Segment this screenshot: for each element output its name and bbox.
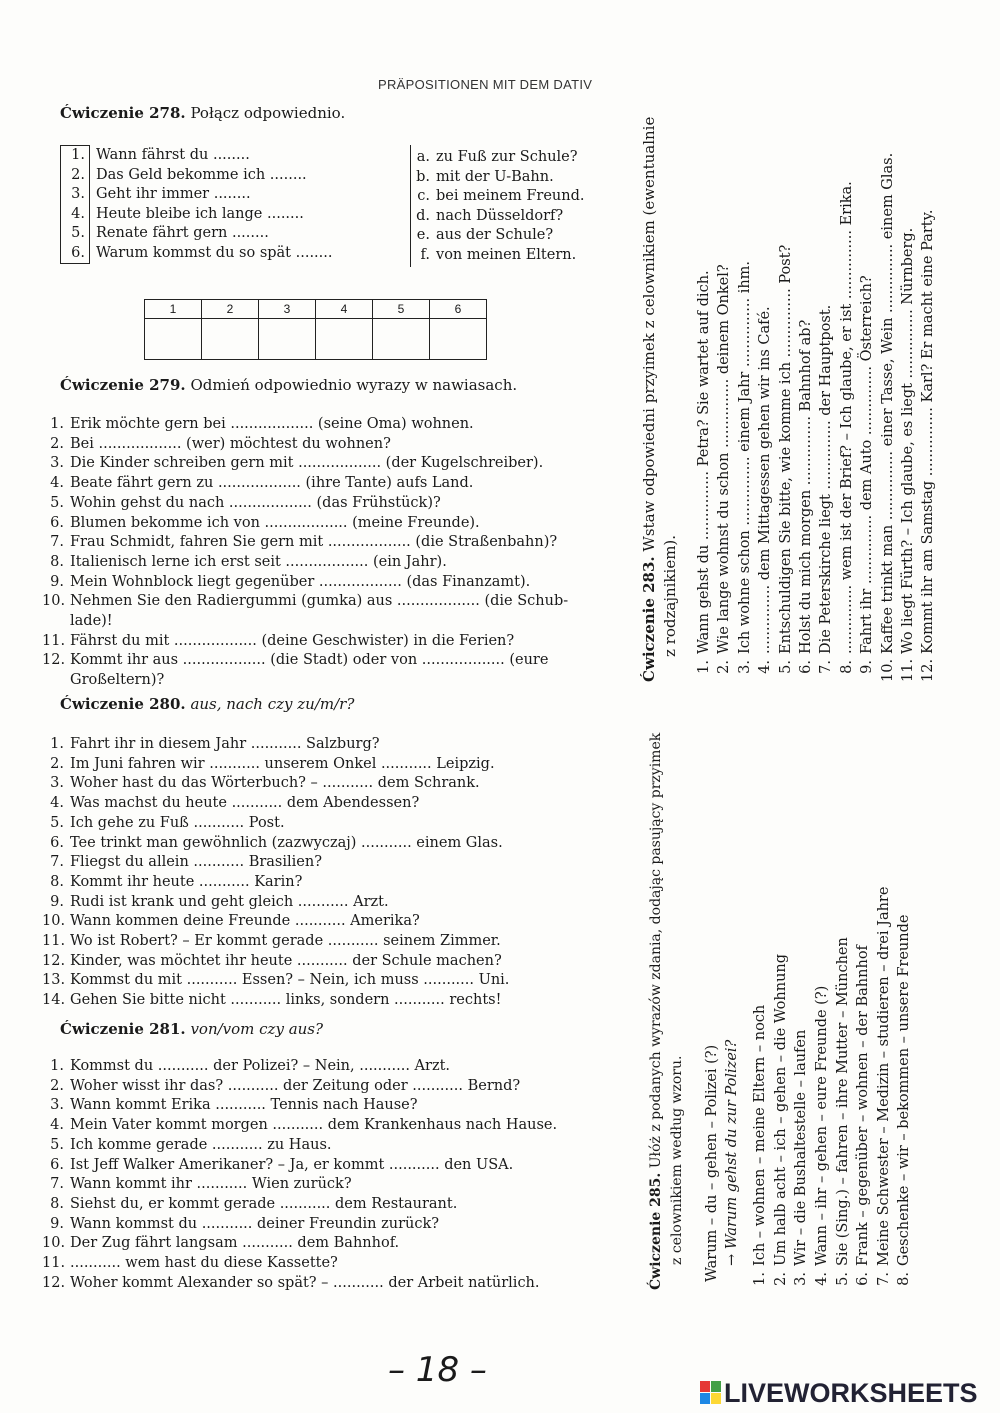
ex283-item-text: Fahrt ihr ............... dem Auto ............... Österreich? — [859, 275, 876, 654]
ex280-item — [42, 912, 509, 932]
ex279-item-text: lade)! — [70, 613, 113, 630]
ex285-block — [645, 732, 915, 1290]
logo-text: LIVEWORKSHEETS — [724, 1378, 978, 1408]
ex283-item — [816, 82, 836, 682]
ex280-item-text: Fliegst du allein ........... Brasilien? — [70, 854, 322, 871]
grid-answer-cell[interactable] — [259, 319, 316, 360]
ex285-item-number: 4. — [813, 1272, 830, 1286]
ex281-item — [42, 1057, 557, 1077]
ex280-item — [42, 735, 509, 755]
ex281-item-number: 9. — [50, 1215, 64, 1232]
ex280-item — [42, 774, 509, 794]
ex283-item-text: Entschuldigen Sie bitte, wie komme ich ............... Post? — [777, 244, 794, 654]
ex280-item-text: Kommt ihr heute ........... Karin? — [70, 873, 303, 890]
ex281-title-num: Ćwiczenie 281. — [60, 1020, 186, 1038]
ex280-item-number: 8. — [50, 873, 64, 890]
ex281-item-text: Mein Vater kommt morgen ........... dem Krankenhaus nach Hause. — [70, 1117, 558, 1134]
ex280-item-text: Wo ist Robert? – Er kommt gerade ........... seinem Zimmer. — [70, 933, 501, 950]
ex278-right-item-text: zu Fuß zur Schule? — [436, 149, 578, 165]
ex279-item-text: Erik möchte gern bei .................. (seine Oma) wohnen. — [70, 416, 474, 432]
ex279-item-text: Blumen bekomme ich von .................. (meine Freunde). — [70, 514, 480, 531]
ex285-item — [853, 850, 874, 1290]
ex278-right-item-text: mit der U-Bahn. — [436, 168, 554, 185]
ex278-title-num: Ćwiczenie 278. — [60, 104, 186, 122]
ex279-item — [42, 533, 568, 553]
ex279-item — [42, 553, 568, 573]
ex283-item-text: ............... wem ist der Brief? – Ich glaube, er ist ............... Erika. — [838, 181, 855, 654]
ex278-right-item-number: a. — [416, 149, 430, 165]
ex283-item-number: 2. — [716, 660, 733, 674]
ex283-title-text: Wstaw odpowiedni przyimek z celownikiem (ewentualnie — [640, 116, 658, 552]
ex280-title-num: Ćwiczenie 280. — [60, 695, 186, 713]
ex281-item-number: 5. — [50, 1136, 64, 1153]
ex279-item — [42, 632, 568, 652]
ex285-title-num: Ćwiczenie 285. — [648, 1172, 664, 1290]
ex283-item — [898, 82, 918, 682]
ex283-title-num: Ćwiczenie 283. — [640, 556, 658, 682]
ex278-left-item-text: Wann fährst du ........ — [96, 147, 250, 163]
ex285-item-text: Um halb acht – ich – gehen – die Wohnung — [772, 953, 789, 1266]
ex279-item-text: Bei .................. (wer) möchtest du wohnen? — [70, 435, 391, 452]
ex281-item — [42, 1116, 557, 1136]
ex285-item-number: 7. — [875, 1272, 892, 1286]
ex283-item-text: Kommt ihr am Samstag ............... Karl? Er macht eine Party. — [920, 209, 937, 654]
ex285-example: Warum – du – gehen – Polizei (?) — [704, 1044, 720, 1282]
ex278-left-item-number: 1. — [60, 145, 90, 166]
ex283-item-number: 6. — [798, 660, 815, 674]
ex283-item — [918, 82, 938, 682]
ex281-item-text: Der Zug fährt langsam ........... dem Bahnhof. — [70, 1235, 400, 1252]
ex278-right-item-number: d. — [416, 207, 430, 224]
ex281-title — [60, 1020, 323, 1038]
ex279-item-number: 9. — [50, 573, 64, 590]
ex281-item-text: Woher wisst ihr das? ........... der Zeitung oder ........... Bernd? — [70, 1077, 521, 1094]
ex279-item-text: Mein Wohnblock liegt gegenüber .................. (das Finanzamt). — [70, 573, 531, 590]
grid-header-cell: 1 — [145, 300, 202, 319]
ex280-item — [42, 971, 509, 991]
ex285-item — [771, 850, 792, 1290]
ex279-title — [60, 376, 517, 394]
ex279-item-number: 1. — [50, 416, 64, 432]
ex279-item-number: 2. — [50, 435, 64, 452]
ex285-item — [791, 850, 812, 1290]
ex283-block — [638, 82, 939, 682]
ex280-item-number: 6. — [50, 834, 64, 851]
ex278-right-item-number: b. — [416, 168, 430, 185]
ex281-item-number: 4. — [50, 1117, 64, 1134]
ex285-item-text: Meine Schwester – Medizin – studieren – drei Jahre — [875, 886, 892, 1266]
ex283-item-text: Kaffee trinkt man ............... einer Tasse, Wein ............... einem Glas. — [879, 152, 896, 654]
ex280-item — [42, 814, 509, 834]
ex279-item-text: Nehmen Sie den Radiergummi (gumka) aus .................. (die Schub- — [70, 593, 569, 610]
ex279-item — [42, 494, 568, 514]
ex279-item-number: 12. — [42, 652, 66, 669]
ex283-item-number: 7. — [818, 660, 835, 674]
grid-header-cell: 6 — [430, 300, 487, 319]
ex280-title — [60, 695, 354, 713]
ex280-item — [42, 794, 509, 814]
ex278-right-item — [410, 168, 585, 188]
ex278-left-item — [60, 166, 333, 186]
ex283-item — [857, 82, 877, 682]
ex283-item-number: 11. — [900, 658, 917, 682]
ex283-item — [694, 82, 714, 682]
ex280-item — [42, 991, 509, 1011]
ex278-left-item-number: 3. — [60, 185, 90, 205]
ex280-item-number: 11. — [42, 933, 66, 950]
ex279-item — [42, 573, 568, 593]
ex283-item-number: 3. — [736, 660, 753, 674]
grid-header-cell: 3 — [259, 300, 316, 319]
ex285-title-text2: z celownikiem według wzoru. — [669, 1055, 685, 1265]
ex280-item-text: Gehen Sie bitte nicht ........... links, sondern ........... rechts! — [70, 992, 502, 1009]
ex283-item — [796, 82, 816, 682]
ex283-item-number: 9. — [859, 660, 876, 674]
page-header: PRÄPOSITIONEN MIT DEM DATIV — [378, 77, 593, 92]
ex278-right-item-text: nach Düsseldorf? — [436, 207, 564, 224]
grid-header-cell: 2 — [202, 300, 259, 319]
ex283-item — [776, 82, 796, 682]
ex281-title-text: von/vom czy aus? — [190, 1020, 324, 1038]
ex285-item-text: Wann – ihr – gehen – eure Freunde (?) — [813, 985, 830, 1266]
ex279-item-number: 10. — [42, 593, 66, 610]
ex278-right-item-text: bei meinem Freund. — [436, 188, 585, 204]
ex280-item-text: Kinder, was möchtet ihr heute ........... der Schule machen? — [70, 952, 502, 969]
ex279-item-text: Beate fährt gern zu .................. (ihre Tante) aufs Land. — [70, 475, 474, 492]
ex278-left-item — [60, 185, 333, 205]
ex281-item-text: Woher kommt Alexander so spät? – ........... der Arbeit natürlich. — [70, 1274, 540, 1291]
ex279-list — [42, 415, 568, 691]
ex279-item-text: Großeltern)? — [70, 672, 165, 689]
ex283-item — [755, 82, 775, 682]
ex285-item-text: Wir – die Bushaltestelle – laufen — [793, 1029, 810, 1266]
ex278-left-item-text: Das Geld bekomme ich ........ — [96, 166, 307, 183]
liveworksheets-logo[interactable] — [700, 1378, 978, 1409]
ex281-item — [42, 1096, 557, 1116]
ex280-item-number: 10. — [42, 913, 66, 930]
ex283-item-number: 8. — [838, 660, 855, 674]
ex280-item-text: Im Juni fahren wir ........... unserem Onkel ........... Leipzig. — [70, 755, 495, 772]
ex281-item-number: 11. — [42, 1255, 66, 1272]
ex280-item-number: 2. — [50, 755, 64, 772]
ex279-title-num: Ćwiczenie 279. — [60, 376, 186, 394]
grid-header-cell: 5 — [373, 300, 430, 319]
ex281-item-text: Ich komme gerade ........... zu Haus. — [70, 1136, 332, 1153]
ex279-item — [42, 435, 568, 455]
ex279-item — [42, 651, 568, 671]
ex283-item-text: Wann gehst du ............... Petra? Sie wartet auf dich. — [696, 270, 712, 654]
ex281-item-text: Wann kommst du ........... deiner Freundin zurück? — [70, 1215, 440, 1232]
ex278-left-item-text: Warum kommst du so spät ........ — [96, 244, 333, 261]
ex281-item — [42, 1136, 557, 1156]
ex283-item — [714, 82, 734, 682]
ex280-item — [42, 893, 509, 913]
ex279-item-number: 4. — [50, 475, 64, 492]
ex281-item-text: Ist Jeff Walker Amerikaner? – Ja, er kommt ........... den USA. — [70, 1156, 514, 1173]
ex278-left-item-number: 4. — [60, 205, 90, 225]
ex278-right-item-number: e. — [416, 227, 430, 243]
ex285-item — [894, 850, 915, 1290]
ex278-left-item-text: Geht ihr immer ........ — [96, 186, 251, 202]
ex280-list — [42, 735, 509, 1011]
ex281-item — [42, 1195, 557, 1215]
ex279-item-text: Frau Schmidt, fahren Sie gern mit .................. (die Straßenbahn)? — [70, 534, 558, 551]
ex281-item-text: ........... wem hast du diese Kassette? — [70, 1255, 338, 1272]
ex279-item-text: Fährst du mit .................. (deine Geschwister) in die Ferien? — [70, 632, 515, 649]
ex280-item-text: Tee trinkt man gewöhnlich (zazwyczaj) ........... einem Glas. — [70, 834, 503, 851]
ex283-item-text: Holst du mich morgen ............... Bahnhof ab? — [798, 319, 815, 654]
ex278-left-item-number: 6. — [60, 244, 90, 265]
ex278-left-item-number: 2. — [60, 166, 90, 186]
ex281-item-number: 12. — [42, 1274, 66, 1291]
ex283-item-number: 4. — [757, 660, 774, 674]
ex278-title — [60, 104, 345, 122]
ex285-item — [833, 850, 854, 1290]
ex281-item-number: 2. — [50, 1077, 64, 1094]
logo-grid-icon — [700, 1381, 722, 1405]
ex280-title-text: aus, nach czy zu/m/r? — [190, 695, 355, 713]
ex283-item-text: Wo liegt Fürth? – Ich glaube, es liegt ............... Nürnberg. — [900, 227, 917, 654]
ex279-item-number: 8. — [50, 553, 64, 570]
ex278-right-list — [410, 148, 585, 265]
ex285-example-answer: → Warum gehst du zur Polizei? — [723, 1039, 740, 1266]
ex281-list — [42, 1057, 557, 1293]
ex279-item-number: 5. — [50, 494, 64, 511]
ex280-item-text: Woher hast du das Wörterbuch? – ........... dem Schrank. — [70, 775, 480, 792]
ex281-item-text: Siehst du, er kommt gerade ........... dem Restaurant. — [70, 1195, 458, 1212]
ex280-item-number: 7. — [50, 854, 64, 871]
ex285-item-number: 2. — [772, 1272, 789, 1286]
ex281-item — [42, 1156, 557, 1176]
ex278-right-item — [410, 246, 585, 266]
ex280-item-text: Fahrt ihr in diesem Jahr ........... Salzburg? — [70, 736, 380, 752]
ex285-list — [750, 850, 915, 1290]
ex278-right-item-number: f. — [420, 246, 430, 263]
ex280-item — [42, 755, 509, 775]
ex285-item-text: Ich – wohnen – meine Eltern – noch — [752, 1004, 769, 1266]
grid-header-cell: 4 — [316, 300, 373, 319]
ex278-answer-grid — [144, 299, 487, 360]
ex283-item — [837, 82, 857, 682]
ex278-right-item — [410, 148, 585, 168]
ex280-item-number: 12. — [42, 952, 66, 969]
grid-answer-cell[interactable] — [316, 319, 373, 360]
ex285-item-text: Sie (Sing.) – fahren – ihre Mutter – München — [834, 937, 851, 1266]
ex285-item-text: Geschenke – wir – bekommen – unsere Freunde — [896, 914, 913, 1266]
ex281-item-text: Wann kommt Erika ........... Tennis nach Hause? — [70, 1097, 418, 1114]
ex283-item — [735, 82, 755, 682]
ex280-item-number: 5. — [50, 814, 64, 831]
ex280-item-number: 3. — [50, 775, 64, 792]
ex278-left-list — [60, 145, 333, 264]
ex279-item-text: Die Kinder schreiben gern mit .................. (der Kugelschreiber). — [70, 455, 544, 472]
ex278-right-item-number: c. — [417, 188, 430, 204]
ex283-item — [878, 82, 898, 682]
ex285-item-number: 6. — [855, 1272, 872, 1286]
ex280-item-text: Ich gehe zu Fuß ........... Post. — [70, 814, 285, 831]
ex283-item-text: Wie lange wohnst du schon ............... deinem Onkel? — [716, 264, 733, 654]
ex281-item-number: 7. — [50, 1176, 64, 1193]
ex278-left-item — [60, 224, 333, 244]
ex281-item-number: 6. — [50, 1156, 64, 1173]
ex279-item-number: 7. — [50, 534, 64, 551]
ex278-right-item — [410, 226, 585, 246]
ex283-title-text2: z rodzajnikiem). — [661, 534, 679, 657]
ex281-item-number: 8. — [50, 1195, 64, 1212]
ex280-item-text: Was machst du heute ........... dem Abendessen? — [70, 795, 420, 812]
ex280-item — [42, 873, 509, 893]
ex279-item — [42, 671, 568, 691]
page-number: – 18 – — [388, 1350, 487, 1390]
ex285-item-number: 8. — [896, 1272, 913, 1286]
ex280-item-number: 9. — [50, 893, 64, 910]
ex281-item — [42, 1254, 557, 1274]
ex278-left-item-text: Renate fährt gern ........ — [96, 225, 269, 241]
ex281-item — [42, 1234, 557, 1254]
ex281-item-number: 1. — [50, 1058, 64, 1074]
ex279-item — [42, 474, 568, 494]
ex280-item-text: Wann kommen deine Freunde ........... Amerika? — [70, 913, 420, 930]
ex285-item-text: Frank – gegenüber – wohnen – der Bahnhof — [855, 945, 872, 1266]
ex278-left-item — [60, 145, 333, 166]
ex278-right-item — [410, 207, 585, 227]
ex278-title-text: Połącz odpowiednio. — [190, 104, 346, 122]
ex278-right-item — [410, 187, 585, 207]
ex281-item-text: Kommst du ........... der Polizei? – Nein, ........... Arzt. — [70, 1058, 451, 1074]
ex278-left-item-number: 5. — [60, 224, 90, 244]
ex279-item-number: 3. — [50, 455, 64, 472]
ex280-item — [42, 932, 509, 952]
ex278-left-item-text: Heute bleibe ich lange ........ — [96, 205, 304, 222]
grid-answer-cell[interactable] — [430, 319, 487, 360]
ex278-right-item-text: aus der Schule? — [436, 227, 554, 243]
ex281-item-number: 10. — [42, 1235, 66, 1252]
ex279-item-text: Wohin gehst du nach .................. (das Frühstück)? — [70, 494, 441, 511]
ex281-item — [42, 1077, 557, 1097]
ex283-list — [694, 82, 939, 682]
grid-answer-cell[interactable] — [373, 319, 430, 360]
ex283-item-number: 10. — [879, 658, 896, 682]
ex278-left-item — [60, 244, 333, 265]
ex281-item — [42, 1175, 557, 1195]
ex279-item-number: 11. — [42, 632, 66, 649]
ex280-item-number: 13. — [42, 972, 66, 989]
grid-answer-cell[interactable] — [145, 319, 202, 360]
ex285-item — [812, 850, 833, 1290]
ex281-item-number: 3. — [50, 1097, 64, 1114]
ex280-item-number: 14. — [42, 992, 66, 1009]
ex285-item-number: 5. — [834, 1272, 851, 1286]
ex285-item-number: 3. — [793, 1272, 810, 1286]
ex285-title-text: Ułóż z podanych wyrazów zdania, dodając pasujący przyimek — [648, 732, 664, 1169]
grid-answer-cell[interactable] — [202, 319, 259, 360]
ex285-item — [750, 850, 771, 1290]
ex283-item-number: 12. — [920, 658, 937, 682]
ex279-item — [42, 592, 568, 612]
ex279-item-number: 6. — [50, 514, 64, 531]
ex283-item-number: 1. — [696, 660, 712, 674]
ex279-item — [42, 415, 568, 435]
ex285-item-number: 1. — [752, 1272, 769, 1286]
ex280-item — [42, 952, 509, 972]
ex279-item — [42, 612, 568, 632]
ex283-item-text: ............... dem Mittagessen gehen wir ins Café. — [757, 306, 774, 654]
ex279-item — [42, 454, 568, 474]
ex281-item — [42, 1215, 557, 1235]
ex279-item-text: Kommt ihr aus .................. (die Stadt) oder von .................. (eure — [70, 652, 549, 669]
ex281-item — [42, 1274, 557, 1294]
ex280-item-number: 4. — [50, 795, 64, 812]
ex280-item-number: 1. — [50, 736, 64, 752]
ex279-item — [42, 514, 568, 534]
ex278-right-item-text: von meinen Eltern. — [436, 246, 577, 263]
ex280-item — [42, 834, 509, 854]
ex283-item-number: 5. — [777, 660, 794, 674]
ex278-left-item — [60, 205, 333, 225]
ex281-item-text: Wann kommt ihr ........... Wien zurück? — [70, 1176, 352, 1193]
ex283-item-text: Ich wohne schon ............... einem Jahr ............... ihm. — [736, 260, 753, 654]
ex280-item — [42, 853, 509, 873]
ex283-item-text: Die Peterskirche liegt ............... der Hauptpost. — [818, 304, 835, 654]
ex280-item-text: Rudi ist krank und geht gleich ........... Arzt. — [70, 893, 389, 910]
ex279-title-text: Odmień odpowiednio wyrazy w nawiasach. — [190, 376, 518, 394]
ex280-item-text: Kommst du mit ........... Essen? – Nein, ich muss ........... Uni. — [70, 972, 510, 989]
ex279-item-text: Italienisch lerne ich erst seit .................. (ein Jahr). — [70, 553, 447, 570]
ex285-item — [874, 850, 895, 1290]
